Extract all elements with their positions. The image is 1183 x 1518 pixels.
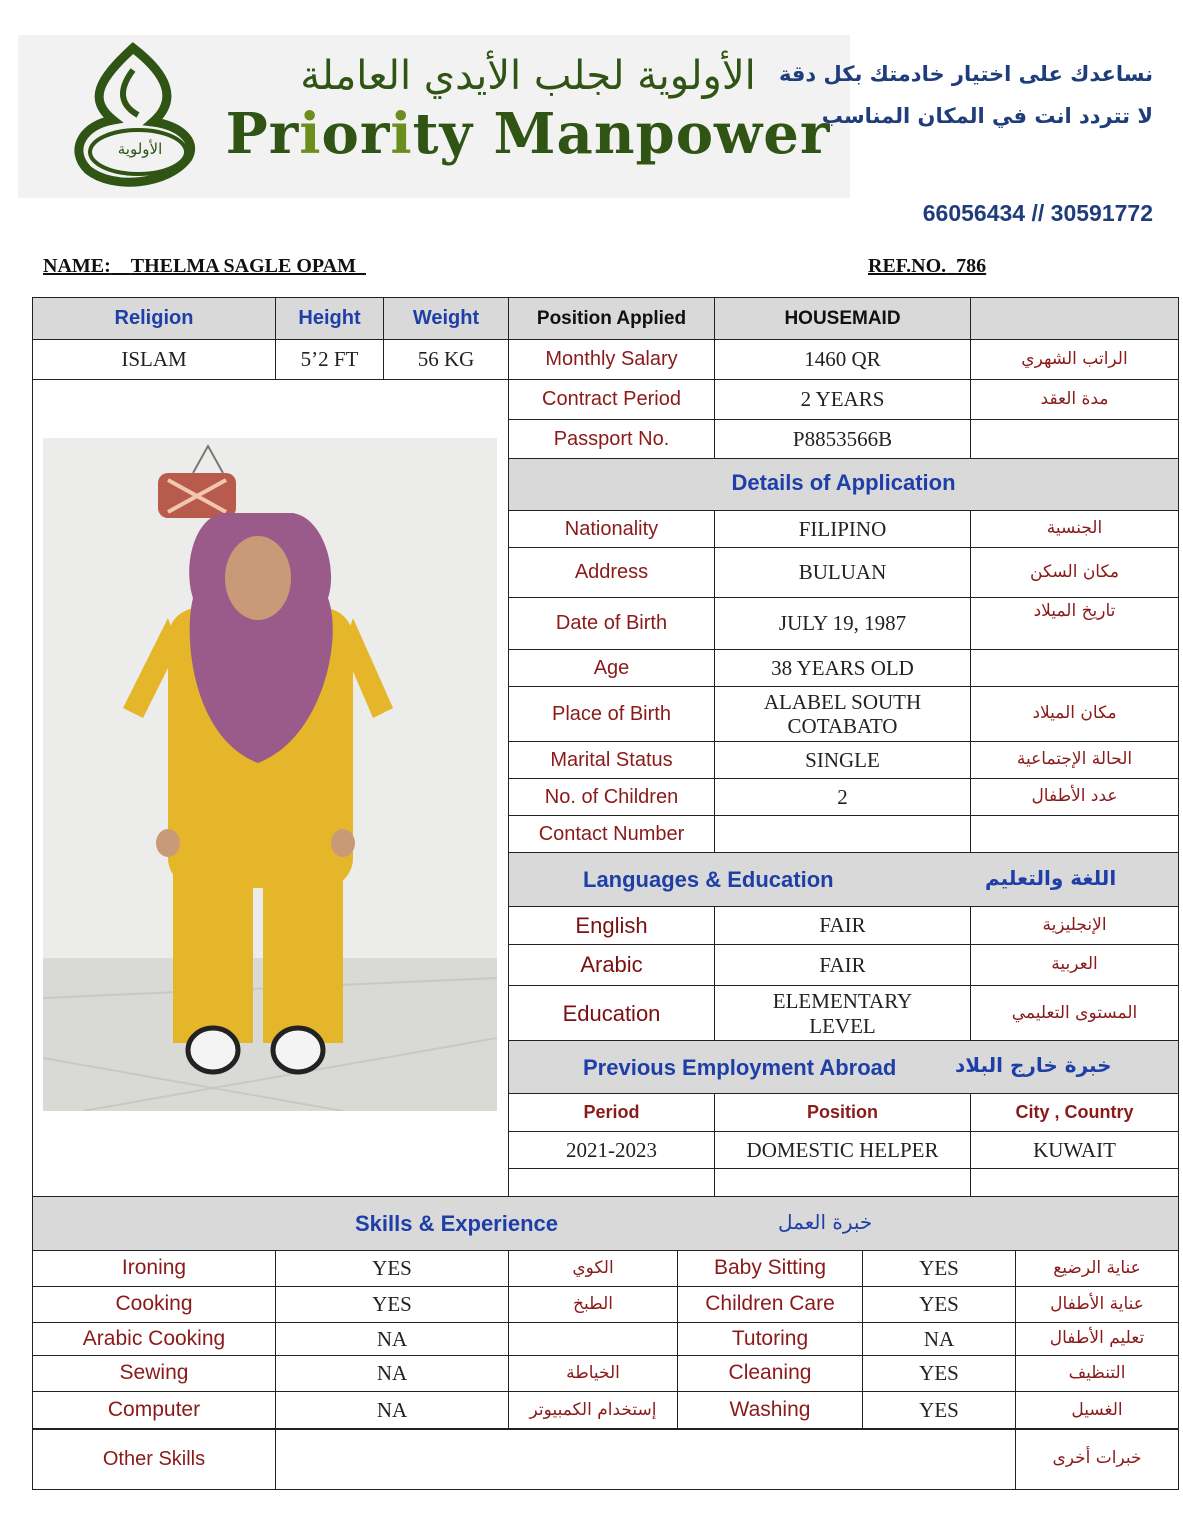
detail-ar: مكان السكن [970,547,1179,598]
language-ar: الإنجليزية [970,906,1179,945]
skill-value: YES [862,1391,1016,1430]
detail-ar: تاريخ الميلاد [970,597,1179,650]
tagline-line1: نساعدك على اختيار خادمتك بكل دقة [778,62,1153,86]
skill-value: YES [862,1355,1016,1392]
detail-value: 38 YEARS OLD [714,649,971,687]
skills-section-header [32,1196,1179,1251]
skill-label: Cleaning [677,1355,863,1392]
language-ar: المستوى التعليمي [970,985,1179,1042]
employment-title: Previous Employment Abroad [583,1055,897,1080]
skills-title: Skills & Experience [355,1211,558,1236]
skill-value: NA [275,1355,509,1392]
employment-empty-cell [714,1168,971,1197]
employment-col-period: Period [508,1093,715,1132]
skill-ar: إستخدام الكمبيوتر [508,1391,678,1430]
skill-label: Computer [32,1391,276,1430]
detail-value: BULUAN [714,547,971,598]
position-applied-label: Position Applied [508,297,715,340]
logo-banner [18,35,850,198]
skill-value: YES [862,1286,1016,1323]
employment-col-position: Position [714,1093,971,1132]
skill-value: NA [862,1322,1016,1356]
detail-label: Address [508,547,715,598]
logo-english-text: Priority Manpower [225,101,831,167]
languages-title: Languages & Education [583,867,834,892]
applicant-photo-illustration [43,438,497,1111]
logo-emblem-icon [58,40,208,190]
skill-label: Ironing [32,1250,276,1287]
skill-ar: التنظيف [1015,1355,1179,1392]
detail-label: Place of Birth [508,686,715,742]
height-value: 5’2 FT [275,339,384,380]
contract-value: 2 YEARS [714,379,971,420]
detail-ar: الحالة الإجتماعية [970,741,1179,779]
detail-ar: عدد الأطفال [970,778,1179,816]
skill-label: Arabic Cooking [32,1322,276,1356]
detail-label: Date of Birth [508,597,715,650]
religion-value: ISLAM [32,339,276,380]
skill-value: YES [862,1250,1016,1287]
detail-ar [970,649,1179,687]
skill-label: Tutoring [677,1322,863,1356]
height-header: Height [275,297,384,340]
language-value: FAIR [714,944,971,986]
skill-ar: عناية الأطفال [1015,1286,1179,1323]
salary-ar: الراتب الشهري [970,339,1179,380]
logo-arabic-text: الأولوية لجلب الأيدي العاملة [300,53,756,99]
employment-period: 2021-2023 [508,1131,715,1169]
skill-ar: الغسيل [1015,1391,1179,1430]
skill-ar: الطبخ [508,1286,678,1323]
emblem-text: الأولوية [117,140,163,158]
employment-position: DOMESTIC HELPER [714,1131,971,1169]
detail-label: Nationality [508,510,715,548]
language-label: Education [508,985,715,1042]
other-skills-value [275,1428,1016,1490]
other-skills-label: Other Skills [32,1428,276,1490]
detail-value [714,815,971,854]
skill-label: Baby Sitting [677,1250,863,1287]
position-applied-ar [970,297,1179,340]
detail-value: FILIPINO [714,510,971,548]
skill-value: YES [275,1250,509,1287]
skill-ar: الخياطة [508,1355,678,1392]
skill-value: NA [275,1391,509,1430]
passport-ar [970,419,1179,459]
passport-value: P8853566B [714,419,971,459]
detail-label: Age [508,649,715,687]
skill-label: Washing [677,1391,863,1430]
skill-value: NA [275,1322,509,1356]
detail-label: Marital Status [508,741,715,779]
applicant-name: NAME: THELMA SAGLE OPAM [43,255,356,277]
reference-number: REF.NO. 786 [868,255,987,277]
detail-label: No. of Children [508,778,715,816]
phone-numbers: 66056434 // 30591772 [922,200,1153,226]
skill-ar: تعليم الأطفال [1015,1322,1179,1356]
language-ar: العربية [970,944,1179,986]
tagline-line2: لا تتردد انت في المكان المناسب [821,104,1153,128]
employment-col-location: City , Country [970,1093,1179,1132]
employment-empty-cell [508,1168,715,1197]
weight-header: Weight [383,297,509,340]
religion-header: Religion [32,297,276,340]
language-label: English [508,906,715,945]
language-value: ELEMENTARY LEVEL [714,985,971,1042]
detail-value: 2 [714,778,971,816]
passport-label: Passport No. [508,419,715,459]
skill-label: Cooking [32,1286,276,1323]
language-label: Arabic [508,944,715,986]
detail-label: Contact Number [508,815,715,854]
skill-value: YES [275,1286,509,1323]
detail-ar: مكان الميلاد [970,686,1179,742]
languages-title-ar: اللغة والتعليم [985,866,1117,890]
detail-value: ALABEL SOUTH COTABATO [714,686,971,742]
details-title: Details of Application [731,470,956,495]
language-value: FAIR [714,906,971,945]
skill-label: Children Care [677,1286,863,1323]
salary-value: 1460 QR [714,339,971,380]
employment-empty-cell [970,1168,1179,1197]
employment-title-ar: خبرة خارج البلاد [955,1053,1112,1077]
employment-location: KUWAIT [970,1131,1179,1169]
skill-ar [508,1322,678,1356]
skill-ar: الكوي [508,1250,678,1287]
detail-ar [970,815,1179,854]
detail-ar: الجنسية [970,510,1179,548]
applicant-photo [43,438,497,1111]
contract-ar: مدة العقد [970,379,1179,420]
detail-value: JULY 19, 1987 [714,597,971,650]
salary-label: Monthly Salary [508,339,715,380]
skill-label: Sewing [32,1355,276,1392]
contract-label: Contract Period [508,379,715,420]
skill-ar: عناية الرضيع [1015,1250,1179,1287]
other-skills-ar: خبرات أخرى [1015,1428,1179,1490]
weight-value: 56 KG [383,339,509,380]
skills-title-ar: خبرة العمل [778,1210,873,1234]
detail-value: SINGLE [714,741,971,779]
position-applied-value: HOUSEMAID [714,297,971,340]
